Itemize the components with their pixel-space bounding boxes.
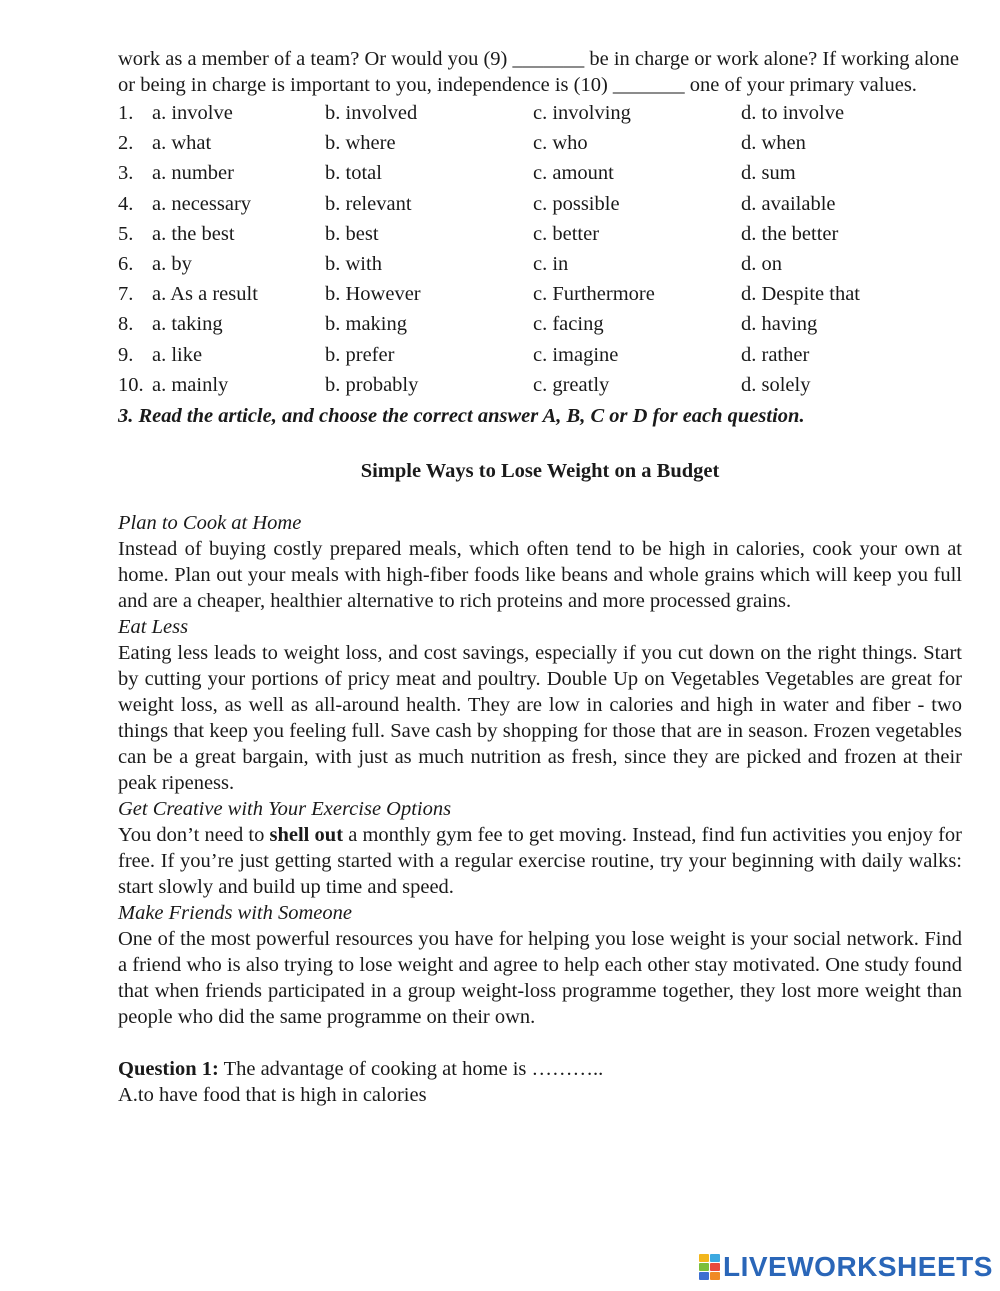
- section-heading: Plan to Cook at Home: [118, 511, 302, 534]
- intro-paragraph: work as a member of a team? Or would you (9) _______ be in charge or work alone? If working alone or being in charge is important to you, independence is (10) _______ one of your primary values.: [118, 48, 959, 96]
- question-number: 6.: [118, 252, 134, 275]
- answer-choice-d[interactable]: d. rather: [741, 343, 810, 366]
- logo-square: [710, 1254, 720, 1262]
- answer-choice-a[interactable]: a. involve: [152, 102, 233, 124]
- answer-choice-c[interactable]: c. involving: [533, 102, 631, 124]
- answer-choice-b[interactable]: b. involved: [325, 102, 418, 124]
- answer-choice-a[interactable]: a. like: [152, 343, 203, 366]
- section-text: Eating less leads to weight loss, and cost savings, especially if you cut down on the right things. Start by cutting your portions of pricy meat and poultry. Double Up on Vegetables Vegetables are great for weight loss, as well as all-around health. They are low in calories and high in water and fiber - two things that keep you feeling full. Save cash by shopping for those that are in season. Frozen vegetables can be a great bargain, with just as much nutrition as fresh, since they are picked and frozen at their peak ripeness.: [118, 641, 962, 794]
- text-fragment: a monthly gym fee to get moving. Instead, find fun activities you enjoy for free. If you’re just getting started with a regular exercise routine, try your beginning with daily walks: start slowly and build up time and speed.: [118, 823, 962, 898]
- answer-choice-a[interactable]: a. necessary: [152, 192, 252, 215]
- question-number: 9.: [118, 343, 134, 366]
- logo-square: [699, 1254, 709, 1262]
- answer-choice-a[interactable]: a. what: [152, 132, 212, 155]
- answer-choice-d[interactable]: d. the better: [741, 222, 839, 245]
- article-title: Simple Ways to Lose Weight on a Budget: [360, 459, 720, 482]
- answer-choice-a[interactable]: a. taking: [152, 313, 223, 336]
- bold-phrase: shell out: [269, 823, 344, 846]
- option-row: [118, 340, 962, 370]
- question-number: 7.: [118, 283, 134, 306]
- section-text: [118, 822, 962, 900]
- question-number: 8.: [118, 313, 134, 336]
- answer-choice-d[interactable]: d. available: [741, 192, 836, 215]
- question-1: [118, 1056, 962, 1082]
- answer-choice-d[interactable]: d. when: [741, 132, 806, 155]
- logo-square: [699, 1272, 709, 1280]
- answer-choice-c[interactable]: c. greatly: [533, 373, 610, 396]
- question-number: 3.: [118, 162, 134, 185]
- option-row: [118, 309, 962, 339]
- answer-choice-c[interactable]: c. imagine: [533, 343, 619, 366]
- answer-option-a[interactable]: A.to have food that is high in calories: [118, 1083, 427, 1106]
- answer-choice-b[interactable]: b. where: [325, 132, 396, 155]
- answer-choice-c[interactable]: c. facing: [533, 313, 604, 336]
- section-text: One of the most powerful resources you have for helping you lose weight is your social network. Find a friend who is also trying to lose weight and agree to help each other stay motivated. One study found that when friends participated in a group weight-loss programme together, they lost more weight than people who did the same programme on their own.: [118, 927, 962, 1028]
- answer-choice-d[interactable]: d. sum: [741, 162, 796, 185]
- option-row: [118, 370, 962, 400]
- answer-choice-c[interactable]: c. possible: [533, 192, 620, 215]
- answer-choice-b[interactable]: b. making: [325, 313, 407, 336]
- option-row: [118, 279, 962, 309]
- answer-choice-a[interactable]: a. mainly: [152, 373, 229, 396]
- logo-square: [699, 1263, 709, 1271]
- answer-choice-d[interactable]: d. solely: [741, 373, 811, 396]
- logo-icon: [699, 1254, 719, 1280]
- answer-choice-a[interactable]: a. the best: [152, 222, 235, 245]
- worksheet-page: [118, 46, 962, 1108]
- section-heading: Make Friends with Someone: [118, 901, 352, 924]
- answer-choice-b[interactable]: b. total: [325, 162, 382, 185]
- question-number: 4.: [118, 192, 134, 215]
- question-text: The advantage of cooking at home is ………..: [218, 1057, 604, 1080]
- answer-choice-b[interactable]: b. However: [325, 283, 421, 306]
- logo-square: [710, 1263, 720, 1271]
- option-row: [118, 189, 962, 219]
- section-heading: Get Creative with Your Exercise Options: [118, 797, 452, 820]
- answer-choice-b[interactable]: b. relevant: [325, 192, 412, 215]
- option-row: [118, 128, 962, 158]
- answer-choice-a[interactable]: a. by: [152, 252, 192, 275]
- answer-choice-b[interactable]: b. prefer: [325, 343, 395, 366]
- answer-choice-b[interactable]: b. best: [325, 222, 379, 245]
- option-row: [118, 158, 962, 188]
- answer-choice-c[interactable]: c. in: [533, 252, 569, 275]
- answer-choice-d[interactable]: d. to involve: [741, 102, 845, 124]
- logo-text: LIVEWORKSHEETS: [723, 1251, 993, 1282]
- question-number: 1.: [118, 102, 134, 124]
- question-number: 5.: [118, 222, 134, 245]
- question-number: 2.: [118, 132, 134, 155]
- liveworksheets-logo: [699, 1252, 993, 1282]
- options-list: [118, 98, 962, 400]
- answer-choice-a[interactable]: a. number: [152, 162, 234, 185]
- answer-choice-b[interactable]: b. probably: [325, 373, 419, 396]
- question-label: Question 1:: [118, 1057, 219, 1080]
- answer-choice-c[interactable]: c. Furthermore: [533, 283, 655, 306]
- instruction-heading: 3. Read the article, and choose the correct answer A, B, C or D for each question.: [118, 404, 805, 427]
- answer-choice-d[interactable]: d. having: [741, 313, 818, 336]
- option-row: [118, 219, 962, 249]
- section-text: Instead of buying costly prepared meals, which often tend to be high in calories, cook your own at home. Plan out your meals with high-fiber foods like beans and whole grains which will keep you full and are a cheaper, healthier alternative to rich proteins and more processed grains.: [118, 537, 962, 612]
- section-heading: Eat Less: [118, 615, 189, 638]
- answer-choice-c[interactable]: c. who: [533, 132, 588, 155]
- answer-choice-d[interactable]: d. Despite that: [741, 283, 860, 306]
- option-row: [118, 249, 962, 279]
- answer-choice-b[interactable]: b. with: [325, 252, 382, 275]
- answer-choice-c[interactable]: c. better: [533, 222, 600, 245]
- answer-choice-c[interactable]: c. amount: [533, 162, 614, 185]
- answer-choice-d[interactable]: d. on: [741, 252, 782, 275]
- option-row: [118, 98, 962, 128]
- question-number: 10.: [118, 373, 144, 396]
- answer-choice-a[interactable]: a. As a result: [152, 283, 258, 306]
- logo-square: [710, 1272, 720, 1280]
- text-fragment: You don’t need to: [118, 823, 270, 846]
